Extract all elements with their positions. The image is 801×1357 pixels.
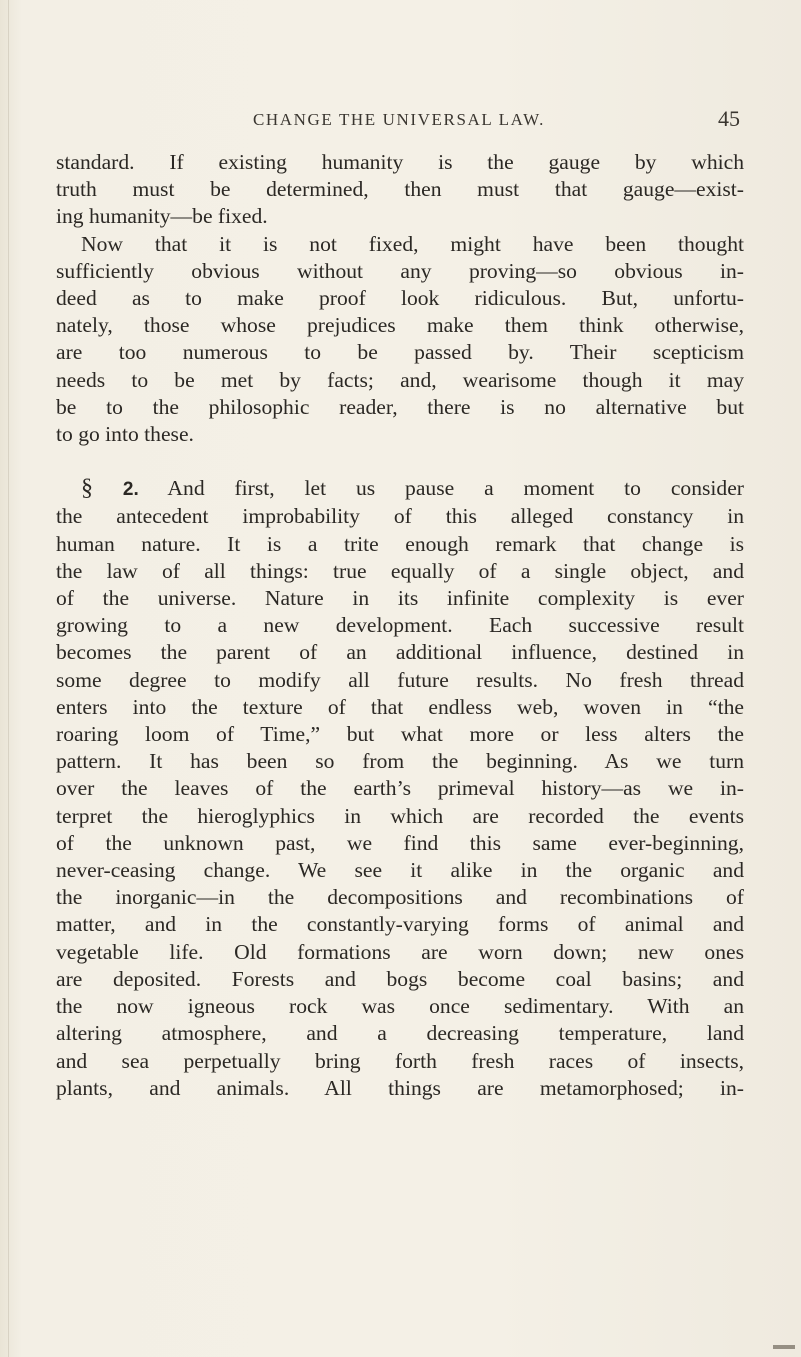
- text-line: And first, let us pause a moment to consider: [167, 476, 744, 501]
- text-line: of the universe. Nature in its infinite complexity is ever: [56, 586, 744, 611]
- text-line: never-ceasing change. We see it alike in the organic and: [56, 858, 744, 883]
- text-line: of the unknown past, we find this same ever-beginning,: [56, 830, 744, 855]
- text-line: the law of all things: true equally of a single object, and: [56, 558, 744, 583]
- section-first-line: [56, 475, 744, 503]
- running-head: CHANGE THE UNIVERSAL LAW.: [252, 110, 546, 129]
- text-line: are deposited. Forests and bogs become coal basins; and: [56, 966, 744, 991]
- scan-corner-mark: [773, 1345, 795, 1349]
- text-line: the now igneous rock was once sedimentary. With an: [56, 994, 744, 1019]
- text-line: to go into these.: [56, 422, 194, 447]
- text-line: becomes the parent of an additional influence, destined in: [56, 640, 744, 665]
- text-line: deed as to make proof look ridiculous. But, unfortu-: [56, 286, 744, 311]
- paragraph-2: [56, 231, 744, 449]
- text-line: pattern. It has been so from the beginning. As we turn: [56, 749, 744, 774]
- text-line: the antecedent improbability of this alleged constancy in: [56, 504, 744, 529]
- text-line: growing to a new development. Each successive result: [56, 613, 744, 638]
- section-number: 2.: [122, 479, 139, 501]
- text-line: truth must be determined, then must that gauge—exist-: [56, 177, 744, 202]
- text-line: matter, and in the constantly-varying forms of animal and: [56, 912, 744, 937]
- text-line: nately, those whose prejudices make them think otherwise,: [56, 313, 744, 338]
- page-number: 45: [718, 106, 740, 131]
- text-line: standard. If existing humanity is the gauge by which: [56, 150, 744, 174]
- text-line: be to the philosophic reader, there is no alternative but: [56, 394, 744, 419]
- text-line: and sea perpetually bring forth fresh races of insects,: [56, 1048, 744, 1073]
- text-line: terpret the hieroglyphics in which are recorded the events: [56, 803, 744, 828]
- text-line: roaring loom of Time,” but what more or less alters the: [56, 722, 744, 747]
- text-line: some degree to modify all future results. No fresh thread: [56, 667, 744, 692]
- paragraph-3: [56, 475, 744, 1102]
- text-line: needs to be met by facts; and, wearisome though it may: [56, 367, 744, 392]
- text-line: altering atmosphere, and a decreasing temperature, land: [56, 1021, 744, 1046]
- text-line: vegetable life. Old formations are worn down; new ones: [56, 939, 744, 964]
- text-line: over the leaves of the earth’s primeval history—as we in-: [56, 776, 744, 801]
- page-gutter: [8, 0, 9, 1357]
- paragraph-1: [56, 149, 744, 231]
- text-line: are too numerous to be passed by. Their scepticism: [56, 340, 744, 365]
- text-line: plants, and animals. All things are metamorphosed; in-: [56, 1075, 744, 1100]
- section-spacer: [56, 448, 744, 475]
- text-line: enters into the texture of that endless web, woven in “the: [56, 694, 744, 719]
- text-line: human nature. It is a trite enough remark that change is: [56, 531, 744, 556]
- section-mark: §: [81, 475, 93, 502]
- body-text: [56, 149, 744, 1102]
- text-line: ing humanity—be fixed.: [56, 204, 268, 229]
- text-line: the inorganic—in the decompositions and recombinations of: [56, 885, 744, 910]
- text-line: Now that it is not fixed, might have been thought: [81, 231, 744, 256]
- page-header: [54, 106, 744, 134]
- text-line: sufficiently obvious without any proving—so obvious in-: [56, 258, 744, 283]
